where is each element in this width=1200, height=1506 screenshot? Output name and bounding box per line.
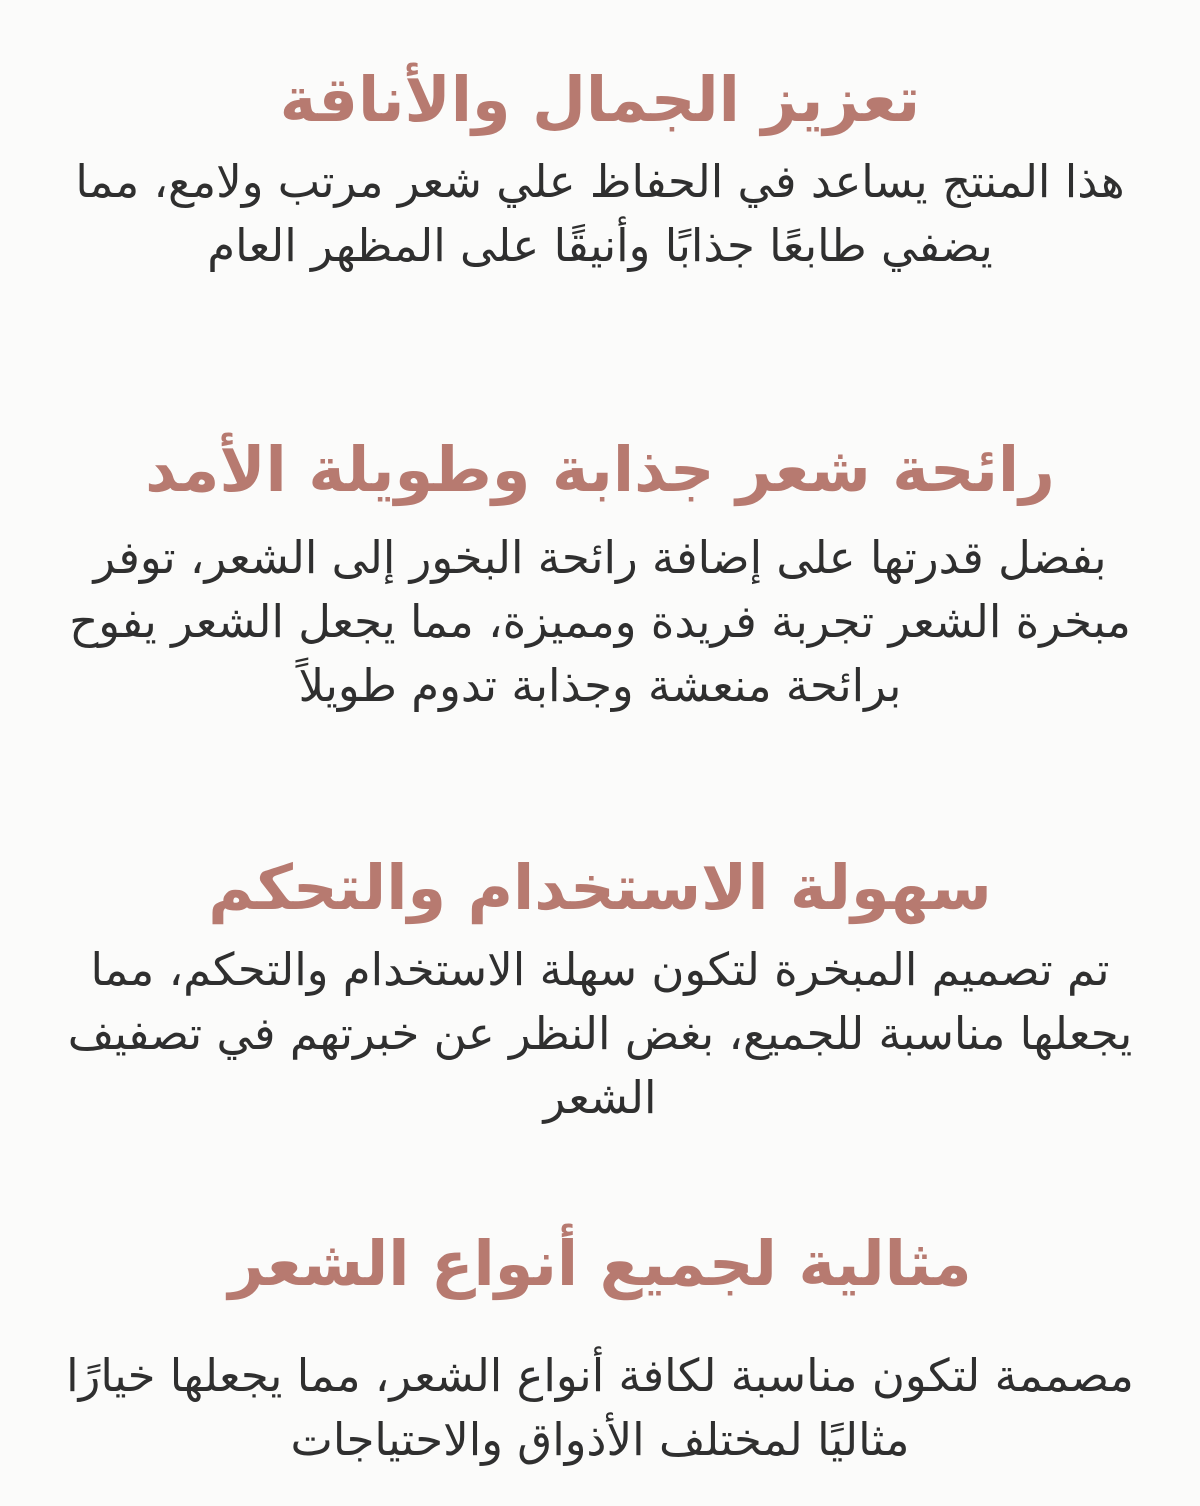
feature-section-all-hair-types <box>60 1222 1140 1472</box>
feature-heading: مثالية لجميع أنواع الشعر <box>228 1227 972 1300</box>
feature-section-beauty <box>60 58 1140 278</box>
feature-section-ease-of-use <box>60 846 1140 1130</box>
feature-heading: رائحة شعر جذابة وطويلة الأمد <box>145 433 1055 506</box>
feature-description: بفضل قدرتها على إضافة رائحة البخور إلى الشعر، توفر مبخرة الشعر تجربة فريدة ومميزة، مما يجعل الشعر يفوح برائحة منعشة وجذابة تدوم طويلاً <box>69 531 1131 712</box>
feature-section-scent <box>60 428 1140 718</box>
feature-heading: سهولة الاستخدام والتحكم <box>208 851 992 924</box>
feature-description: هذا المنتج يساعد في الحفاظ علي شعر مرتب ولامع، مما يضفي طابعًا جذابًا وأنيقًا على المظهر العام <box>75 155 1125 272</box>
feature-heading: تعزيز الجمال والأناقة <box>279 63 921 136</box>
feature-description: تم تصميم المبخرة لتكون سهلة الاستخدام والتحكم، مما يجعلها مناسبة للجميع، بغض النظر عن خبرتهم في تصفيف الشعر <box>67 943 1133 1124</box>
feature-description: مصممة لتكون مناسبة لكافة أنواع الشعر، مما يجعلها خيارًا مثاليًا لمختلف الأذواق والاحتياجات <box>66 1349 1134 1466</box>
